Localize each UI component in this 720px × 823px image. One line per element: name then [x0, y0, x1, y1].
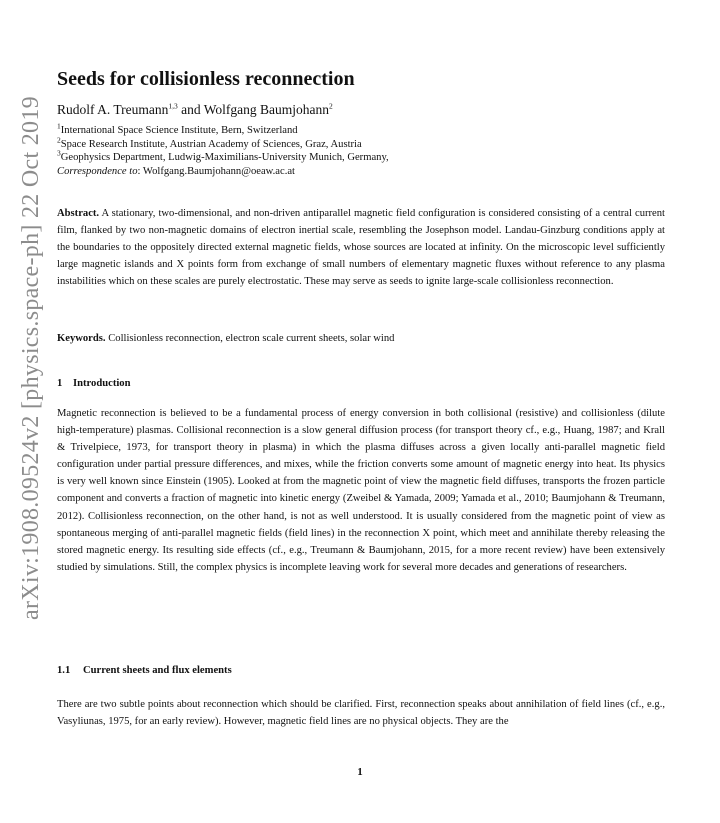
author-affiliation-mark: 2: [329, 101, 333, 111]
affiliation-mark: 1: [57, 121, 61, 131]
correspondence-label: Correspondence to: [57, 165, 138, 177]
section-title: Introduction: [73, 378, 131, 389]
affiliation-line: [57, 135, 665, 152]
affiliation-text: Geophysics Department, Ludwig-Maximilians-University Munich, Germany,: [60, 152, 389, 164]
author-conjunction: and: [177, 102, 204, 117]
correspondence-email[interactable]: : Wolfgang.Baumjohann@oeaw.ac.at: [137, 165, 295, 177]
author-line: [57, 102, 665, 118]
keywords-text: Collisionless reconnection, electron scale current sheets, solar wind: [105, 333, 395, 344]
keywords-label: Keywords.: [57, 333, 106, 344]
subsection-title: Current sheets and flux elements: [83, 665, 232, 676]
paper-title: Seeds for collisionless reconnection: [57, 68, 355, 90]
keywords: [57, 333, 665, 344]
affiliation-text: Space Research Institute, Austrian Academy of Sciences, Graz, Austria: [60, 138, 362, 150]
arxiv-identifier[interactable]: arXiv:1908.09524v2 [physics.space-ph] 22 Oct 2019: [18, 96, 44, 620]
affiliation-text: International Space Science Institute, Bern, Switzerland: [60, 125, 298, 136]
page-number: 1: [357, 766, 363, 778]
correspondence-line: [57, 165, 665, 179]
affiliation-line: [57, 121, 665, 138]
author-affiliation-mark: 1,3: [168, 101, 178, 111]
author-name: Rudolf A. Treumann: [57, 102, 169, 117]
subsection-heading: [57, 665, 665, 676]
section-body: Magnetic reconnection is believed to be a fundamental process of energy conversion in both collisional (resistive) and collisionless (dilute high-temperature) plasmas. Collisional reconnection is a slow general diffusion process (for transport theory cf., e.g., Huang, 1987; and Krall & Trivelpiece, 1973, for transport theory in plasma) in which the plasma diffuses across a given locally anti-parallel magnetic field configuration under partial pressure differences, and mixes, while the friction converts some amount of magnetic energy into heat. Its physics is very well known since Einstein (1905). Looked at from the magnetic point of view the magnetic field diffuses, transports the frozen particle component and converts a fraction of magnetic into kinetic energy (Zweibel & Yamada, 2009; Yamada et al., 2010; Baumjohann & Treumann, 2012). Collisionless reconnection, on the other hand, is not as well understood. It is usually considered from the magnetic point of view as spontaneous merging of anti-parallel magnetic fields (field lines) in the reconnection X point, which meet and annihilate thereby releasing the stored magnetic energy. Its resulting side effects (cf., e.g., Treumann & Baumjohann, 2015, for a more recent review) have been extensively studied by simulations. Still, the complex physics is incomplete leaving work for several more decades and generations of researchers.: [57, 408, 665, 573]
section-heading: [57, 378, 665, 389]
affiliation-line: [57, 148, 665, 165]
section-number: 1: [57, 378, 63, 389]
author-name: Wolfgang Baumjohann: [203, 102, 330, 117]
subsection-number: 1.1: [57, 665, 71, 676]
affiliation-mark: 2: [57, 135, 61, 145]
abstract-label: Abstract.: [57, 208, 100, 219]
affiliation-mark: 3: [57, 148, 61, 158]
abstract-text: A stationary, two-dimensional, and non-driven antiparallel magnetic field configuration is considered consisting of a central current film, flanked by two non-magnetic domains of electron inertial scale, resembling the Josephson model. Landau-Ginzburg conditions apply at the boundaries to the oppositely directed external magnetic fields, whose sources are located at infinity. On the microscopic level sufficiently large magnetic islands and X points form from exchange of small numbers of elementary magnetic fluxes without reference to any plasma instabilities which on these scales are purely electrostatic. These may serve as seeds to ignite large-scale collisionless reconnection.: [57, 208, 665, 288]
affiliations: [57, 121, 665, 178]
subsection-body: There are two subtle points about reconnection which should be clarified. First, reconnection speaks about annihilation of field lines (cf., e.g., Vasyliunas, 1975, for an early review). However, magnetic field lines are no physical objects. They are the: [57, 699, 665, 728]
abstract: [57, 205, 665, 290]
